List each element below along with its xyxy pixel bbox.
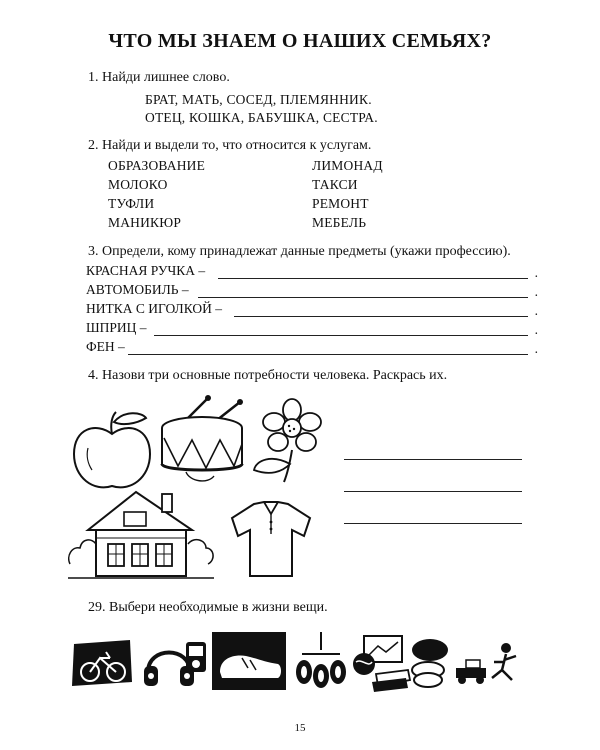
line-end-dot: .: [534, 265, 538, 280]
line-end-dot: .: [534, 322, 538, 337]
answer-line[interactable]: [218, 278, 528, 279]
question-3: 3. Определи, кому принадлежат данные предметы (укажи профессию).: [88, 244, 511, 259]
service-item: ТУФЛИ: [108, 196, 155, 211]
service-item: МЕБЕЛЬ: [312, 215, 367, 230]
q1-words-line-2: ОТЕЦ, КОШКА, БАБУШКА, СЕСТРА.: [145, 110, 378, 125]
traveler-icon: [450, 640, 526, 688]
answer-line[interactable]: [234, 316, 528, 317]
q1-words-line-1: БРАТ, МАТЬ, СОСЕД, ПЛЕМЯННИК.: [145, 92, 372, 107]
question-2: 2. Найди и выдели то, что относится к услугам.: [88, 138, 372, 153]
item-label: НИТКА С ИГОЛКОЙ –: [86, 301, 222, 316]
service-item: ТАКСИ: [312, 177, 358, 192]
chandelier-icon: [294, 632, 348, 692]
profession-row: [86, 339, 538, 359]
item-label: ФЕН –: [86, 339, 125, 354]
service-item: ЛИМОНАД: [312, 158, 383, 173]
profession-row: [86, 320, 538, 340]
need-answer-line[interactable]: [344, 490, 522, 492]
coins-icon: [408, 636, 452, 692]
answer-line[interactable]: [154, 335, 528, 336]
page-number: 15: [294, 722, 306, 734]
shirt-icon: [228, 498, 314, 580]
line-end-dot: .: [534, 303, 538, 318]
item-label: КРАСНАЯ РУЧКА –: [86, 263, 206, 278]
profession-row: [86, 263, 538, 283]
need-answer-line[interactable]: [344, 522, 522, 524]
answer-line[interactable]: [128, 354, 528, 355]
question-4: 4. Назови три основные потребности человека. Раскрась их.: [88, 368, 448, 383]
music-player-icon: [184, 640, 208, 674]
service-item: ОБРАЗОВАНИЕ: [108, 158, 206, 173]
apple-icon: [66, 408, 158, 494]
profession-row: [86, 301, 538, 321]
need-answer-line[interactable]: [344, 458, 522, 460]
page-title: ЧТО МЫ ЗНАЕМ О НАШИХ СЕМЬЯХ?: [108, 30, 492, 52]
flower-icon: [252, 398, 330, 484]
bicycle-icon: [70, 638, 134, 688]
service-item: РЕМОНТ: [312, 196, 369, 211]
item-label: ШПРИЦ –: [86, 320, 147, 335]
drum-icon: [156, 394, 248, 486]
house-icon: [66, 486, 216, 584]
profession-row: [86, 282, 538, 302]
line-end-dot: .: [534, 341, 538, 356]
globe-books-icon: [350, 634, 412, 692]
question-29: 29. Выбери необходимые в жизни вещи.: [88, 600, 328, 615]
service-item: МАНИКЮР: [108, 215, 182, 230]
service-item: МОЛОКО: [108, 177, 168, 192]
answer-line[interactable]: [198, 297, 528, 298]
item-label: АВТОМОБИЛЬ –: [86, 282, 189, 297]
shoe-icon: [212, 632, 286, 690]
question-1: 1. Найди лишнее слово.: [88, 70, 230, 85]
line-end-dot: .: [534, 284, 538, 299]
